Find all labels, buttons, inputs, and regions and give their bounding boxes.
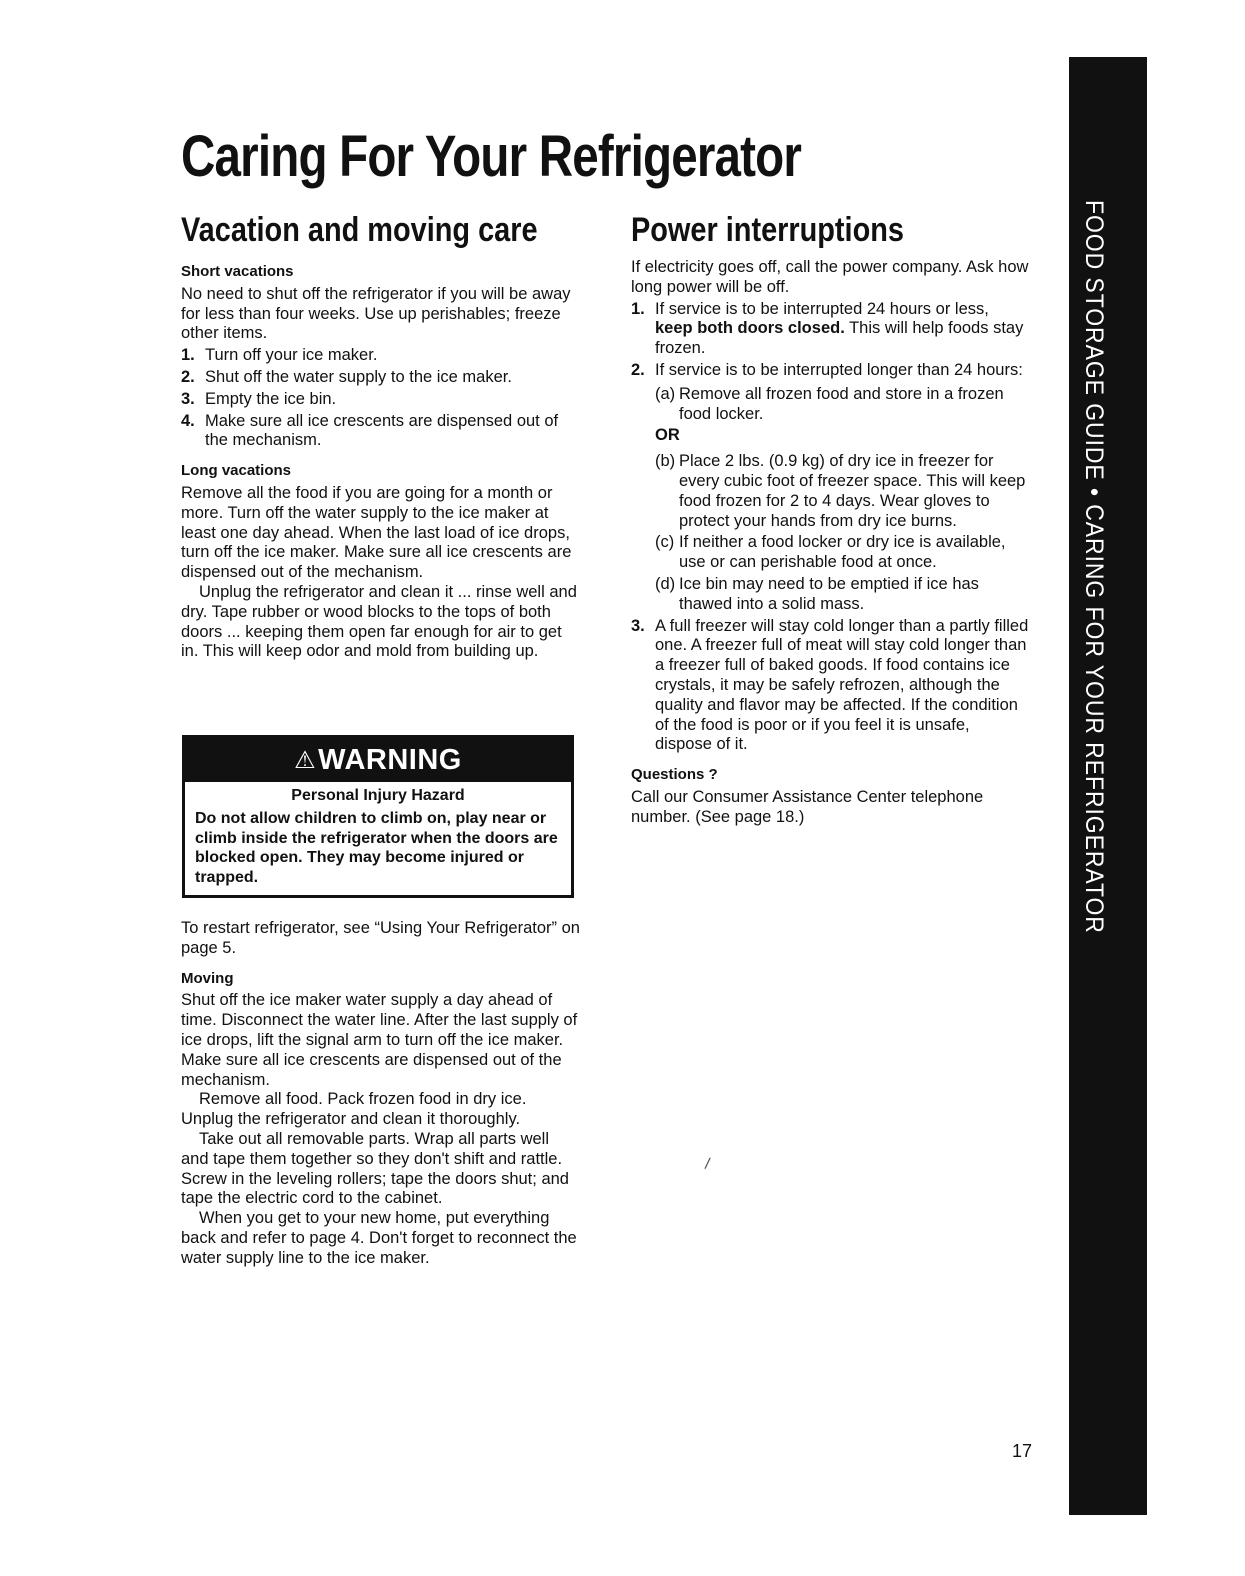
option-text: Place 2 lbs. (0.9 kg) of dry ice in freezer for every cubic foot of freezer space. This will keep food frozen for 2 to 4 days. Wear gloves to protect your hands from dry ice burns. [679, 452, 1026, 530]
warning-body: Do not allow children to climb on, play near or climb inside the refrigerator when the doors are blocked open. They may become injured or trapped. [195, 810, 558, 886]
moving-text-4: When you get to your new home, put everything back and refer to page 4. Don't forget to reconnect the water supply line to the ice maker. [181, 1209, 577, 1267]
warning-box [182, 735, 574, 898]
questions-heading: Questions ? [631, 766, 718, 784]
page-number: 17 [1012, 1441, 1033, 1461]
option-a [655, 385, 1031, 425]
stray-mark: / [703, 1155, 711, 1174]
list-item [181, 390, 581, 410]
list-item [181, 346, 581, 366]
power-options-more [655, 452, 1031, 614]
option-d [655, 575, 1031, 615]
moving-section [181, 919, 581, 1269]
short-vacation-steps [181, 346, 581, 451]
short-vacations-text: No need to shut off the refrigerator if you will be away for less than four weeks. Use up perishables; freeze other items. [181, 284, 571, 343]
option-c [655, 533, 1031, 573]
option-label: (b) [655, 452, 676, 471]
moving-text-2: Remove all food. Pack frozen food in dry ice. Unplug the refrigerator and clean it thoroughly. [181, 1090, 527, 1129]
power-section [631, 258, 1031, 828]
option-label: (a) [655, 384, 676, 403]
short-vacations-heading: Short vacations [181, 263, 294, 280]
moving-text-3: Take out all removable parts. Wrap all parts well and tape them together so they don't shift and rattle. Screw in the leveling rollers; tape the doors shut; and tape the electric cord to the cabinet. [181, 1129, 569, 1208]
warning-title: WARNING [318, 744, 462, 776]
list-item [181, 368, 581, 388]
list-item [631, 300, 1031, 359]
step-number: 2. [181, 367, 195, 386]
long-vacations-text: Remove all the food if you are going for a month or more. Turn off the water supply to the ice maker at least one day ahead. When the last load of ice drops, turn off the ice maker. Make sure all ice crescents are dispensed out of the mechanism. [181, 483, 572, 582]
option-text: Ice bin may need to be emptied if ice has thawed into a solid mass. [679, 574, 979, 613]
step-number: 1. [181, 346, 195, 365]
option-text: If neither a food locker or dry ice is available, use or can perishable food at once. [679, 533, 1006, 572]
power-steps [631, 300, 1031, 756]
long-vacations-text-2: Unplug the refrigerator and clean it ... rinse well and dry. Tape rubber or wood blocks to the tops of both doors ... keeping them open far enough for air to get in. This will keep odor and mold from building up. [181, 582, 577, 661]
or-label: OR [655, 426, 680, 445]
power-intro: If electricity goes off, call the power company. Ask how long power will be off. [631, 258, 1029, 296]
option-label: (c) [655, 533, 675, 552]
list-item [631, 617, 1031, 756]
sidebar-label: FOOD STORAGE GUIDE • CARING FOR YOUR REFRIGERATOR [1080, 200, 1108, 934]
step-number: 1. [631, 299, 645, 318]
step-text: Empty the ice bin. [205, 389, 337, 408]
restart-text: To restart refrigerator, see “Using Your Refrigerator” on page 5. [181, 919, 580, 957]
warning-subtitle: Personal Injury Hazard [291, 787, 465, 804]
option-b [655, 452, 1031, 531]
step-text: Make sure all ice crescents are dispensed out of the mechanism. [205, 411, 559, 450]
warning-header [185, 738, 571, 782]
step-text: A full freezer will stay cold longer than a partly filled one. A freezer full of meat will stay cold longer than a freezer full of baked goods. If food contains ice crystals, it may be safely refrozen, although the quality and flavor may be affected. If the condition of the food is poor or if you feel it is unsafe, dispose of it. [655, 616, 1029, 754]
step-number: 2. [631, 360, 645, 379]
step-text: If service is to be interrupted longer than 24 hours: [655, 360, 1023, 379]
step-number: 4. [181, 411, 195, 430]
step-text-end: This will help foods stay frozen. [655, 319, 1024, 358]
warning-triangle-icon: ⚠ [294, 747, 317, 774]
moving-text-1: Shut off the ice maker water supply a day ahead of time. Disconnect the water line. After the last supply of ice drops, lift the signal arm to turn off the ice maker. Make sure all ice crescents are dispensed out of the mechanism. [181, 991, 578, 1089]
step-number: 3. [181, 389, 195, 408]
option-text: Remove all frozen food and store in a frozen food locker. [679, 384, 1004, 423]
page-title: Caring For Your Refrigerator [181, 124, 802, 189]
power-options [655, 385, 1031, 425]
power-heading: Power interruptions [631, 211, 904, 249]
option-label: (d) [655, 574, 676, 593]
list-item [181, 412, 581, 452]
step-text: Turn off your ice maker. [205, 346, 378, 365]
step-text: If service is to be interrupted 24 hours or less, [655, 299, 989, 318]
long-vacations-heading: Long vacations [181, 462, 292, 480]
step-text-bold: keep both doors closed. [655, 319, 845, 338]
step-text: Shut off the water supply to the ice maker. [205, 367, 512, 386]
moving-heading: Moving [181, 969, 234, 987]
vacation-heading: Vacation and moving care [181, 211, 538, 249]
vacation-section [181, 262, 581, 662]
questions-text: Call our Consumer Assistance Center telephone number. (See page 18.) [631, 787, 984, 826]
step-number: 3. [631, 616, 645, 635]
list-item [631, 361, 1031, 615]
